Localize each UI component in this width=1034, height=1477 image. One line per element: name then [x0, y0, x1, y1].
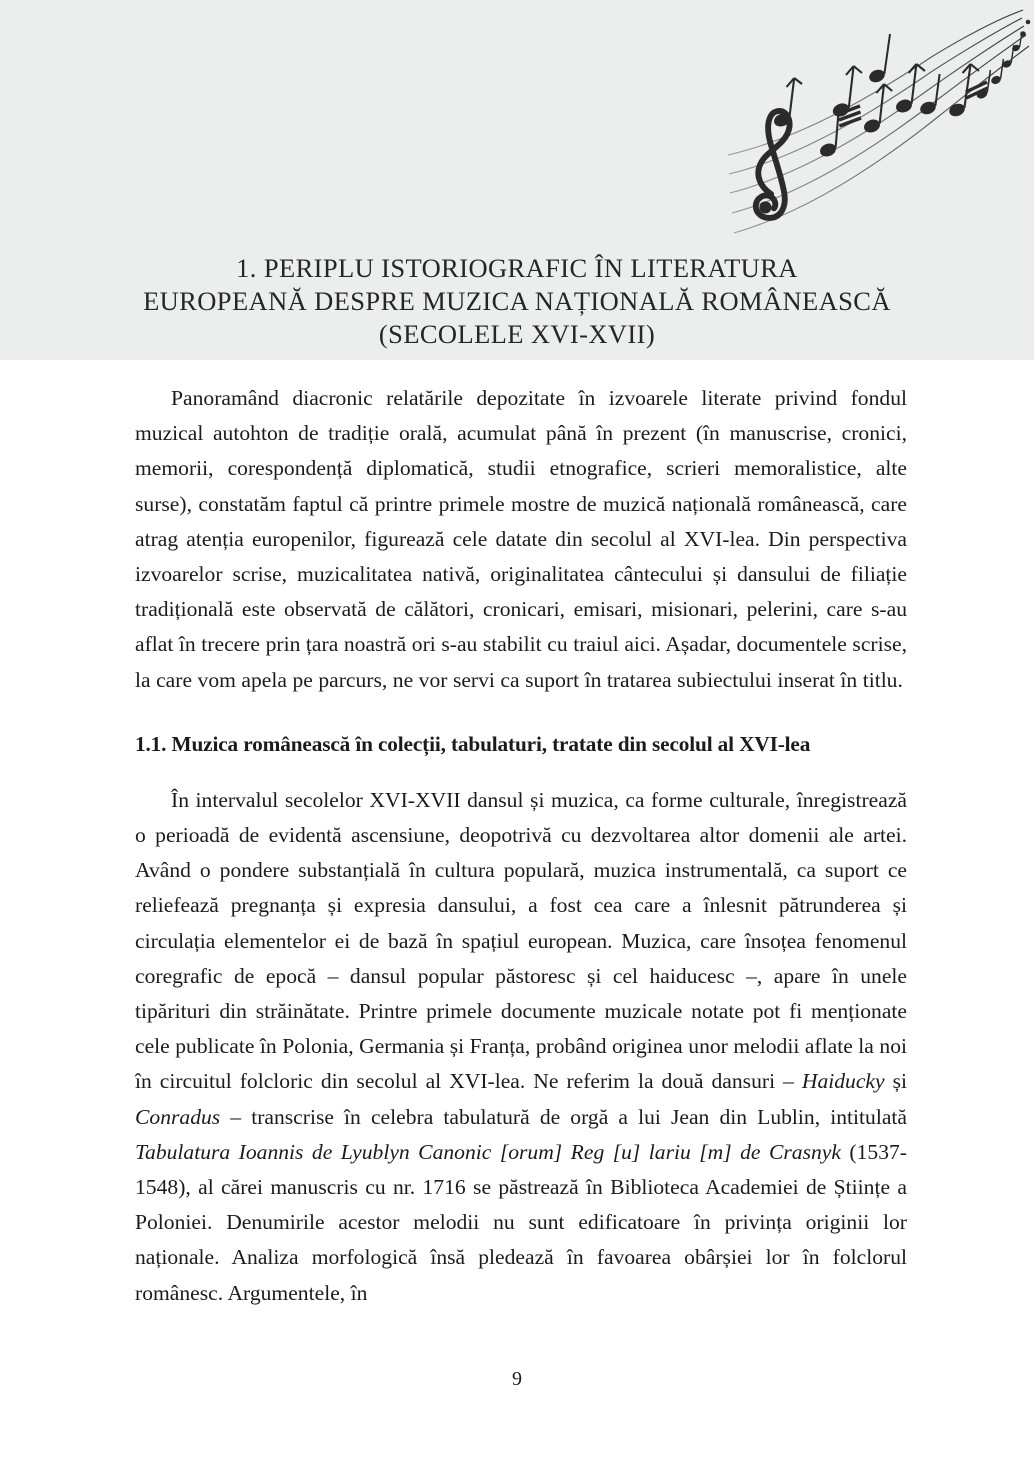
paragraph-2-part-2: și — [884, 1069, 907, 1094]
body-paragraph-1: Panoramând diacronic relatările depozitate în izvoarele literate privind fondul muzical autohton de tradiție orală, acumulat până în prezent (în manuscrise, cronici, memorii, corespondență diplomatică, studii etnografice, scrieri memoralistice, alte surse), constatăm faptul că printre primele mostre de muzică națională românească, care atrag atenția europenilor, figurează cele datate din secolul al XVI-lea. Din perspectiva izvoarelor scrise, muzicalitatea nativă, originalitatea cântecului și dansului de filiație tradițională este observată de călători, cronicari, emisari, misionari, pelerini, care s-au aflat în trecere prin țara noastră ori s-au stabilit cu traiul aici. Așadar, documentele scrise, la care vom apela pe parcurs, ne vor servi ca suport în tratarea subiectului inserat în titlu. — [135, 386, 907, 692]
body-paragraph-2 — [135, 783, 907, 1311]
treble-clef-icon — [756, 111, 790, 218]
page-number: 9 — [512, 1368, 522, 1390]
spacer-subheading-to-paragraph — [135, 759, 907, 783]
musical-staff-decoration-icon — [724, 8, 1034, 238]
chapter-title-line-3: (SECOLELE XVI-XVII) — [378, 319, 656, 349]
section-subheading-1-1: 1.1. Muzica românească în colecții, tabulaturi, tratate din secolul al XVI-lea — [135, 731, 811, 756]
paragraph-2-part-1: În intervalul secolelor XVI-XVII dansul și muzica, ca forme culturale, înregistrează o perioadă de evidentă ascensiune, deopotrivă cu dezvoltarea altor domenii ale artei. Având o pondere substanțială în cultura populară, muzica instrumentală, ca suport ce reliefează pregnanța și expresia dansului, a fost cea care a înlesnit pătrunderea și circulația elementelor ei de bază în spațiul european. Muzica, care însoțea fenomenul coregrafic de epocă – dansul popular păstoresc și cel haiducesc –, apare în unele tipărituri din străinătate. Printre primele documente muzicale notate pot fi menționate cele publicate în Polonia, Germania și Franța, probând originea unor melodii aflate la noi în circuitul folcloric din secolul al XVI-lea. Ne referim la două dansuri – — [135, 787, 907, 1094]
page-body — [135, 381, 907, 1311]
paragraph-2-part-3: – transcrise în celebra tabulatură de orgă a lui Jean din Lublin, intitulată — [220, 1104, 907, 1129]
italic-title-haiducky: Haiducky — [801, 1069, 885, 1094]
spacer-paragraph-to-subheading — [135, 698, 907, 729]
italic-title-tabulatura: Tabulatura Ioannis de Lyublyn Canonic [orum] Reg [u] lariu [m] de Crasnyk — [135, 1139, 841, 1164]
italic-title-conradus: Conradus — [135, 1104, 221, 1129]
header-band — [0, 0, 1034, 360]
chapter-title-line-2: EUROPEANĂ DESPRE MUZICA NAȚIONALĂ ROMÂNEASCĂ — [143, 286, 891, 316]
paragraph-2-part-4: (1537-1548), al cărei manuscris cu nr. 1716 se păstrează în Biblioteca Academiei de Științe a Poloniei. Denumirile acestor melodii nu sunt edificatoare în privința originii lor naționale. Analiza morfologică însă pledează în favoarea obârșiei lor în folclorul românesc. Argumentele, în — [135, 1139, 907, 1305]
chapter-title — [0, 252, 1034, 351]
chapter-title-line-1: 1. PERIPLU ISTORIOGRAFIC ÎN LITERATURA — [236, 253, 798, 283]
